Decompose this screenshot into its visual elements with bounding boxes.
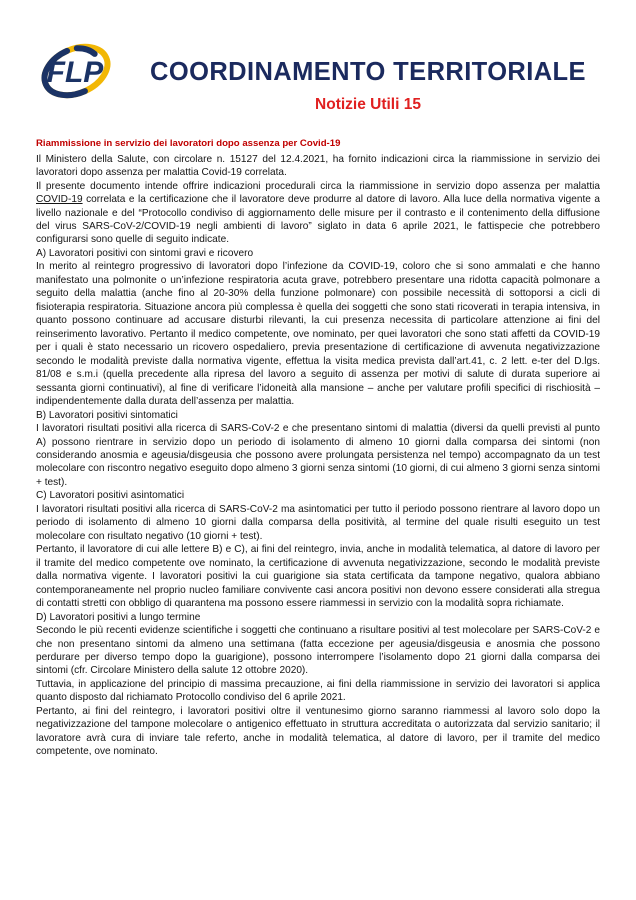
heading-section-b: B) Lavoratori positivi sintomatici <box>36 409 178 421</box>
paragraph-intro-2-after: correlata e la certificazione che il lavoratore deve produrre al datore di lavoro. Alla luce della normativa vigente a livello nazionale e del “Protocollo condiviso di aggiornamento delle misure per il contrasto e il contenimento della diffusione del virus SARS-CoV-2/COVID-19 negli ambienti di lavoro” siglato in data 6 aprile 2021, le fattispecie che potrebbero configurarsi sono quelle di seguito indicate. <box>36 194 600 246</box>
page-title: COORDINAMENTO TERRITORIALE <box>150 58 586 86</box>
paragraph-section-c: I lavoratori risultati positivi alla ricerca di SARS-CoV-2 ma asintomatici per tutto il periodo possono rientrare al lavoro dopo un periodo di isolamento di almeno 10 giorni dalla comparsa della positività, al termine del quale risulti eseguito un test molecolare con risultato negativo (10 giorni + test). <box>36 503 600 542</box>
title-block <box>120 58 616 113</box>
paragraph-section-d1: Secondo le più recenti evidenze scientifiche i soggetti che continuano a risultare positivi al test molecolare per SARS-CoV-2 e che non presentano sintomi da almeno una settimana (fatta eccezione per ageusia/disgeusia e anosmia che possono perdurare per diverso tempo dopo la guarigione), possono interrompere l’isolamento dopo 21 giorni dalla comparsa dei sintomi (cfr. Circolare Ministero della salute 12 ottobre 2020). <box>36 625 600 677</box>
heading-section-a: A) Lavoratori positivi con sintomi gravi e ricovero <box>36 247 254 259</box>
page-subtitle: Notizie Utili 15 <box>315 96 421 114</box>
paragraph-section-bc-note: Pertanto, il lavoratore di cui alle lettere B) e C), ai fini del reintegro, invia, anche in modalità telematica, al datore di lavoro per il tramite del medico competente ove nominato, la certificazione di avvenuta negativizzazione, secondo le modalità previste dalla normativa vigente. I lavoratori positivi la cui guarigione sia stata certificata da tampone negativo, qualora abbiano contemporaneamente nel proprio nucleo familiare convivente casi ancora positivi non devono essere considerati alla stregua di contatti stretti con obbligo di quarantena ma possono essere riammessi in servizio con la modalità sopra richiamate. <box>36 544 600 610</box>
document-body <box>36 138 600 759</box>
paragraph-intro-2-before: Il presente documento intende offrire indicazioni procedurali circa la riammissione in servizio dopo assenza per malattia <box>36 180 600 192</box>
flp-logo <box>34 30 118 112</box>
paragraph-intro-2 <box>36 180 600 247</box>
paragraph-section-d3: Pertanto, ai fini del reintegro, i lavoratori positivi oltre il ventunesimo giorno saranno riammessi al lavoro solo dopo la negativizzazione del tampone molecolare o antigenico effettuato in struttura accreditata o autorizzata dal servizio sanitario; il lavoratore avrà cura di inviare tale referto, anche in modalità telematica, al datore di lavoro, per il tramite del medico competente, ove nominato. <box>36 705 600 758</box>
paragraph-section-d2: Tuttavia, in applicazione del principio di massima precauzione, ai fini della riammissione in servizio dei lavoratori si applica quanto disposto dal richiamato Protocollo condiviso del 6 aprile 2021. <box>36 678 600 704</box>
paragraph-section-b: I lavoratori risultati positivi alla ricerca di SARS-CoV-2 e che presentano sintomi di malattia (diversi da quelli previsti al punto A) possono rientrare in servizio dopo un periodo di isolamento di almeno 10 giorni dalla comparsa dei sintomi (non considerando anosmia e ageusia/disgeusia che possono avere prolungata persistenza nel tempo) accompagnato da un test molecolare con riscontro negativo eseguito dopo almeno 3 giorni senza sintomi (10 giorni, di cui almeno 3 giorni senza sintomi + test). <box>36 423 600 488</box>
flp-logo-text: FLP <box>46 56 104 89</box>
heading-section-c: C) Lavoratori positivi asintomatici <box>36 490 185 502</box>
section-heading: Riammissione in servizio dei lavoratori dopo assenza per Covid-19 <box>36 138 341 149</box>
paragraph-section-a: In merito al reintegro progressivo di lavoratori dopo l’infezione da COVID-19, coloro che si sono ammalati e che hanno manifestato una polmonite o un’infezione respiratoria acuta grave, potrebbero presentare una ridotta capacità polmonare a seguito della malattia (anche fino al 20-30% della funzione polmonare) con possibile necessità di sottoporsi a cicli di fisioterapia respiratoria. Situazione ancora più complessa è quella dei soggetti che sono stati ricoverati in terapia intensiva, in quanto possono continuare ad accusare disturbi rilevanti, la cui presenza necessita di particolare attenzione ai fini del reinserimento lavorativo. Pertanto il medico competente, ove nominato, per quei lavoratori che sono stati affetti da COVID-19 per i quali è stato necessario un ricovero ospedaliero, previa presentazione di certificazione di avvenuta negativizzazione secondo le modalità previste dalla normativa vigente, effettua la visita medica prevista dall’art.41, c. 2 lett. e-ter del D.lgs. 81/08 e s.m.i (quella precedente alla ripresa del lavoro a seguito di assenza per motivi di salute di durata superiore ai sessanta giorni continuativi), al fine di verificare l’idoneità alla mansione – anche per valutare profili specifici di rischiosità – indipendentemente dalla durata dell’assenza per malattia. <box>36 261 600 408</box>
heading-section-d: D) Lavoratori positivi a lungo termine <box>36 611 201 623</box>
document-header <box>0 0 636 122</box>
covid-19-link[interactable]: COVID-19 <box>36 194 83 206</box>
flp-logo-icon <box>34 30 118 112</box>
paragraph-intro-1: Il Ministero della Salute, con circolare n. 15127 del 12.4.2021, ha fornito indicazioni circa la riammissione in servizio dei lavoratori dopo assenza per malattia Covid-19 correlata. <box>36 153 600 179</box>
